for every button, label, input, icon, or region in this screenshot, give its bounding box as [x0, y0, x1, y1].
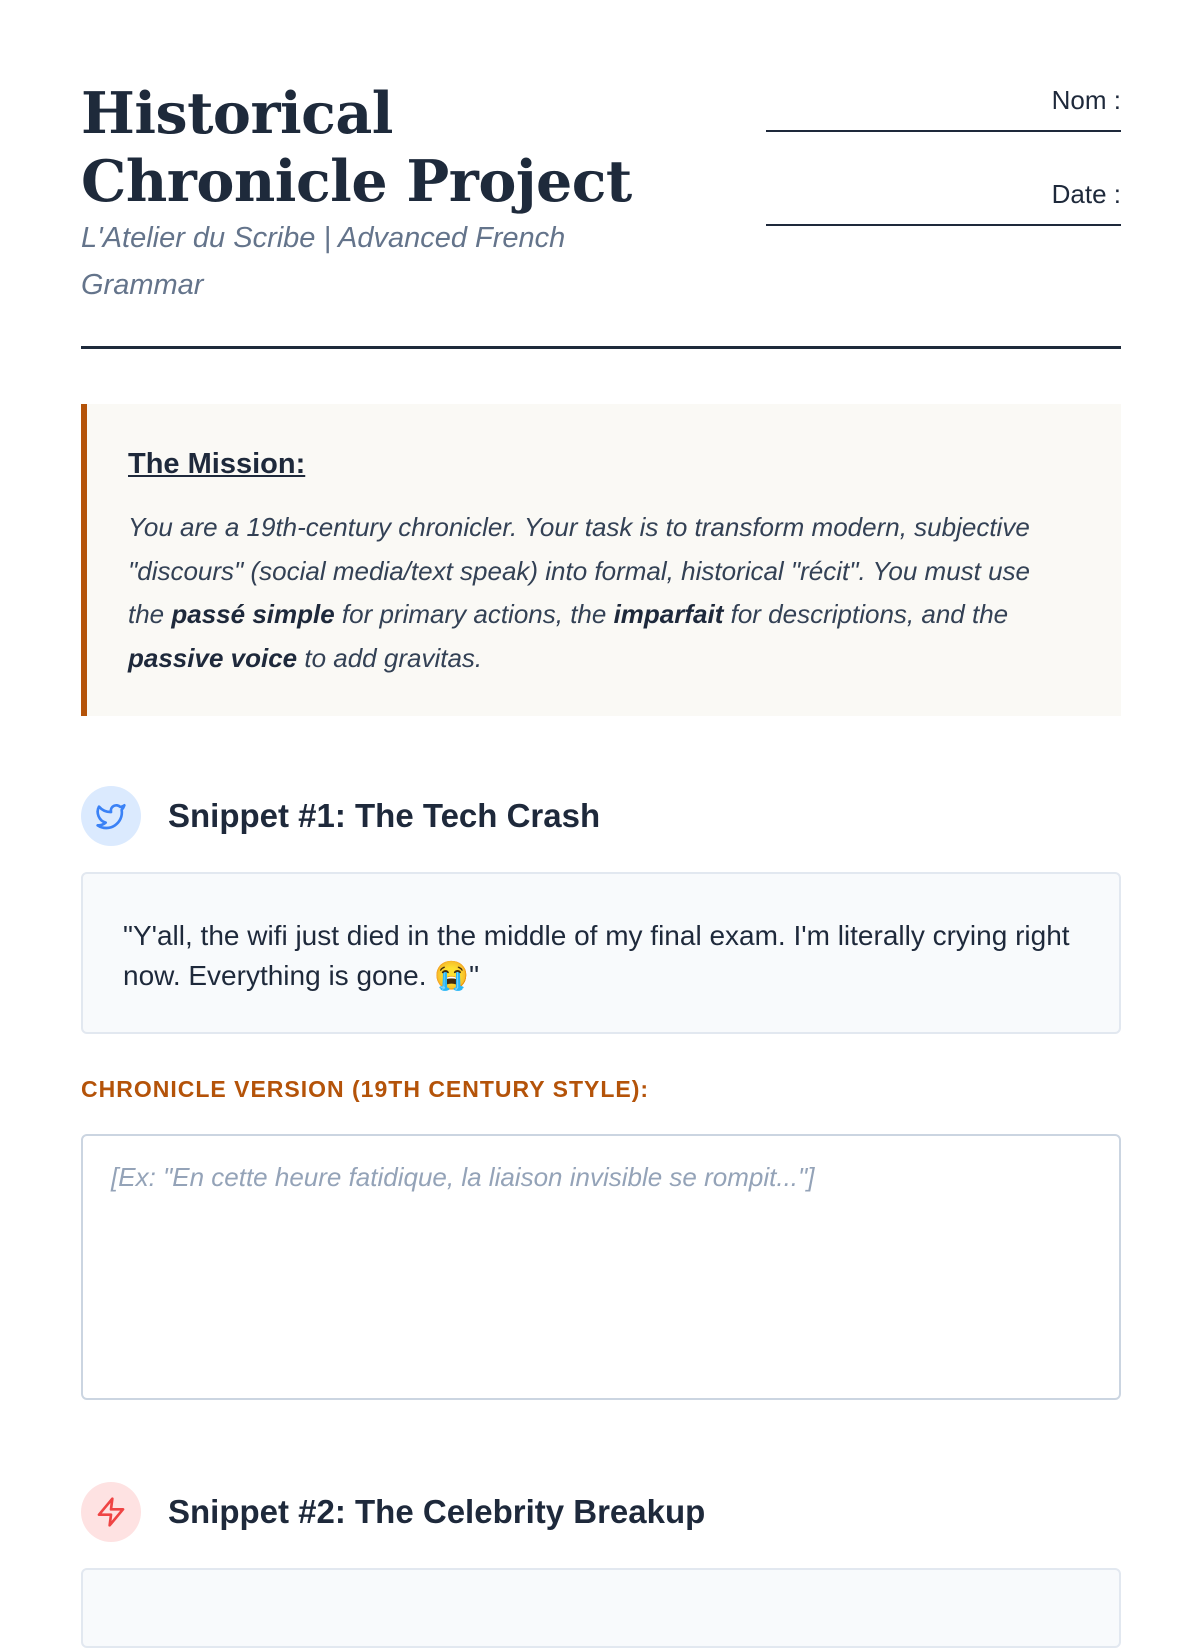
mission-keyword-imparfait: imparfait	[613, 599, 724, 629]
date-blank-line[interactable]	[766, 214, 1121, 226]
snippet-2-quote-box	[81, 1568, 1121, 1648]
mission-text-part: You are a 19th-century chronicler. Your task is to transform modern, subjective "discours" (social media/text speak) into formal, historical "récit". You must use the	[128, 512, 1031, 629]
snippet-1-header	[81, 786, 1121, 846]
mission-text-part: to add gravitas.	[297, 642, 483, 673]
mission-text-part: for descriptions, and the	[723, 599, 1009, 629]
name-field-label: Nom :	[1051, 85, 1121, 115]
worksheet-header	[81, 80, 1121, 350]
page-title: Historical Chronicle Project	[81, 80, 632, 215]
name-blank-line[interactable]	[766, 120, 1121, 132]
header-divider	[81, 346, 1121, 349]
student-info-fields	[766, 80, 1121, 268]
page-subtitle: L'Atelier du Scribe | Advanced French Grammar	[81, 222, 566, 301]
mission-keyword-passe-simple: passé simple	[171, 599, 335, 629]
name-field	[766, 80, 1121, 132]
mission-text	[128, 506, 1068, 680]
snippet-1-title: Snippet #1: The Tech Crash	[168, 797, 601, 834]
snippet-2-header	[81, 1482, 1121, 1542]
mission-keyword-passive-voice: passive voice	[128, 642, 298, 673]
mission-text-part: for primary actions, the	[334, 599, 614, 629]
lightning-bolt-icon	[81, 1482, 141, 1542]
mission-box	[81, 404, 1121, 716]
chronicle-version-label: CHRONICLE VERSION (19TH CENTURY STYLE):	[81, 1076, 650, 1102]
chronicle-answer-field[interactable]	[81, 1134, 1121, 1400]
snippet-1-quote-box	[81, 872, 1121, 1034]
date-field	[766, 174, 1121, 226]
mission-heading: The Mission:	[128, 448, 306, 480]
twitter-bird-icon	[81, 786, 141, 846]
date-field-label: Date :	[1051, 179, 1121, 209]
snippet-1-quote: "Y'all, the wifi just died in the middle of my final exam. I'm literally crying right now. Everything is gone. 😭"	[123, 920, 1070, 991]
snippet-2-title: Snippet #2: The Celebrity Breakup	[168, 1493, 706, 1530]
